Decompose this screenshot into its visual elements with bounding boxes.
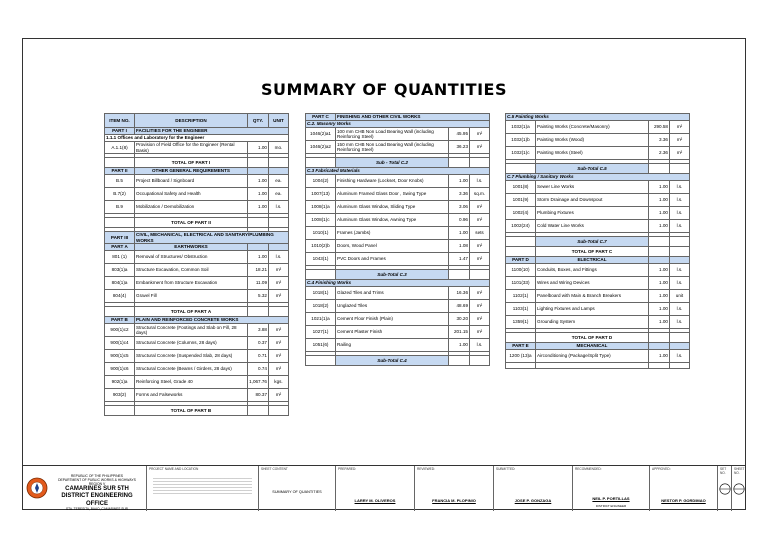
table-row: 902(1)a Reinforcing Steel, Grade 40 1,067.76 kgs.	[105, 376, 289, 389]
table-row: 1010(2)b Doors, Wood Panel 1.08 m²	[306, 240, 490, 253]
total-row: TOTAL OF PART A	[135, 307, 248, 317]
section-heading: C.4 Finishing Works	[306, 280, 490, 287]
col-unit: UNIT	[269, 114, 289, 128]
table-row: 1102(1) Panelboard with Main & Branch Breakers 1.00 unit	[506, 290, 690, 303]
subtotal-row: Sub-Total C.3	[336, 270, 449, 280]
submitted-name: JOSE P. GONZAGA	[514, 498, 552, 503]
table-row: 1001(9) Storm Drainage and Downspout 1.00 l.s.	[506, 194, 690, 207]
table-row: 1046(2)a1 100 mm CHB Non Load Bearing Wall (including Reinforcing Steel) 45.95 m²	[306, 128, 490, 141]
dpwh-seal-icon	[26, 477, 48, 499]
prepared-cell: PREPARED: LARRY M. OLIVEROS	[336, 466, 415, 511]
table-row: 1046(2)a2 150 mm CHB Non Load Bearing Wall (including Reinforcing Steel) 36.23 m²	[306, 141, 490, 154]
table-row: 900(1)c5 Structural Concrete (Suspended Slab, 28 days) 0.71 m³	[105, 350, 289, 363]
table-row: 1002(24) Cold Water Line Works 1.00 l.s.	[506, 220, 690, 233]
table-row: B.5 Project Billboard / Signboard 1.00 ea.	[105, 175, 289, 188]
page-title: SUMMARY OF QUANTITIES	[260, 80, 507, 99]
quantities-table-3: C.5 Painting Works 1032(1)a Painting Works (Concrete/Masonry) 290.58 m² 1032(1)b Painting Works (Wood) 3.36 m² 1032(1)c Painting Works (Steel) 2.36 m² Sub-Total C.5 C.7 Plumbing / Sanitary Works 1001(8) Sewer Line Works 1.00 l.s. 1001(9) Storm Drainage and Downspout 1.00 l.s. 1002(4) Plumbing Fixtures 1.00 l.s. 1002(24) Cold Water Line Works 1.00 l.s. Sub-Total C.7 TOTAL OF PART C PART D ELECTRICAL 1100(10) Conduits, Boxes, and Fittings 1.00 l.s. 1101(33) Wires and Wiring Devices 1.00 l.s. 1102(1) Panelboard with Main & Branch Breakers 1.00 unit 1103(1) Lighting Fixtures and Lamps 1.00 l.s. 1359(1) Grounding System 1.00 l.s. TOTAL OF PART D PART E MECHANICAL 1200 (13)a Airconditioning (Package/Split Type) 1.00 l.s.	[505, 113, 690, 369]
table-row: 801 (1) Removal of Structures/ Obstruction 1.00 l.s.	[105, 251, 289, 264]
title-block	[22, 465, 746, 511]
section-heading: C.2. Masonry Works	[306, 121, 490, 128]
section-heading: C.5 Painting Works	[506, 114, 690, 121]
col-item-no: ITEM NO.	[105, 114, 135, 128]
section-heading: C.3 Fabricated Materials	[306, 168, 490, 175]
table-row: 1103(1) Lighting Fixtures and Lamps 1.00 l.s.	[506, 303, 690, 316]
section-heading: 1.1.1 Offices and Laboratory for the Engineer	[105, 135, 289, 142]
total-row: TOTAL OF PART I	[135, 158, 248, 168]
table-row: B.9 Mobilization / Demobilization 1.00 l.s.	[105, 201, 289, 214]
table-row: 1027(1) Cement Plaster Finish 201.15 m²	[306, 326, 490, 339]
table-row: B.7(2) Occupational Safety and Health 1.00 ea.	[105, 188, 289, 201]
table-row: 1032(1)c Painting Works (Steel) 2.36 m²	[506, 147, 690, 160]
table-row: 1018(2) Unglazed Tiles 48.69 m²	[306, 300, 490, 313]
sheet-no-cell: SHEET NO.	[732, 466, 746, 511]
table-row: 1008(1)c Aluminum Glass Window, Awning Type 0.96 m²	[306, 214, 490, 227]
total-row: TOTAL OF PART II	[135, 218, 248, 228]
approved-cell: APPROVED: NESTOR P. GORDIMAO	[650, 466, 718, 511]
set-no-circle-icon	[719, 483, 731, 495]
quantities-table-1: ITEM NO. DESCRIPTION QTY. UNIT PART I FACILITIES FOR THE ENGINEER 1.1.1 Offices and Laboratory for the Engineer A.1.1(8) Provision of Field Office for the Engineer (Rental Basis) 1.00 mo. TOTAL OF PART I PART II OTHER GENERAL REQUIREMENTS B.5 Project Billboard / Signboard 1.00 ea. B.7(2) Occupational Safety and Health 1.00 ea. B.9 Mobilization / Demobilization 1.00 l.s. TOTAL OF PART II PART III CIVIL, MECHANICAL, ELECTRICAL AND SANITARY/PLUMBING WORKS PART A EARTHWORKS 801 (1) Removal of Structures/ Obstruction 1.00 l.s. 803(1)a Structure Excavation, Common Soil 18.21 m³ 804(1)a Embankment from Structure Excavation 11.09 m³ 804(4) Gravel Fill 5.32 m³ TOTAL OF PART A PART B PLAIN AND REINFORCED CONCRETE WORKS 900(1)c2 Structural Concrete (Footings and Slab on Fill, 28 days) 3.88 m³ 900(1)c4 Structural Concrete (Columns, 28 days) 0.37 m³ 900(1)c5 Structural Concrete (Suspended Slab, 28 days) 0.71 m³ 900(1)c6 Structural Concrete (Beams / Girders, 28 days) 0.74 m³ 902(1)a Reinforcing Steel, Grade 40 1,067.76 kgs. 903(2) Forms and Falseworks 80.37 m² TOTAL OF PART B	[104, 113, 289, 416]
office-name: CAMARINES SUR 5TH	[65, 486, 129, 493]
reviewed-cell: REVIEWED: FRANCIA M. PLOPINIO	[415, 466, 494, 511]
project-cell: PROJECT NAME AND LOCATION	[147, 466, 259, 511]
table-row: 1018(1) Glazed Tiles and Trims 16.36 m²	[306, 287, 490, 300]
table-row: 803(1)a Structure Excavation, Common Soil 18.21 m³	[105, 264, 289, 277]
part-label: PART I	[105, 128, 135, 135]
total-row: TOTAL OF PART C	[536, 247, 649, 257]
table-row: 900(1)c6 Structural Concrete (Beams / Girders, 28 days) 0.74 m³	[105, 363, 289, 376]
table-row: 1100(10) Conduits, Boxes, and Fittings 1.00 l.s.	[506, 264, 690, 277]
submitted-cell: SUBMITTED: JOSE P. GONZAGA	[494, 466, 573, 511]
table-row: 1032(1)b Painting Works (Wood) 3.36 m²	[506, 134, 690, 147]
table-row: 1051(6) Railing 1.00 l.s.	[306, 339, 490, 352]
table-row: 1008(1)a Aluminum Glass Window, Sliding Type 3.06 m²	[306, 201, 490, 214]
table-row: 903(2) Forms and Falseworks 80.37 m²	[105, 389, 289, 402]
recommended-name: NEIL P. PORTILLAS	[592, 496, 630, 501]
table-row: 1001(8) Sewer Line Works 1.00 l.s.	[506, 181, 690, 194]
table-row: 900(1)c2 Structural Concrete (Footings and Slab on Fill, 28 days) 3.88 m³	[105, 324, 289, 337]
office-cell: REPUBLIC OF THE PHILIPPINES DEPARTMENT OF PUBLIC WORKS & HIGHWAYS REGION V CAMARINES SUR 5TH DISTRICT ENGINEERING OFFICE STA. TERESITA, BAAO, CAMARINES SUR	[22, 466, 147, 511]
approved-name: NESTOR P. GORDIMAO	[661, 498, 706, 503]
table-row: 1021(1)a Cement Floor Finish (Plain) 30.20 m²	[306, 313, 490, 326]
table-row: A.1.1(8) Provision of Field Office for the Engineer (Rental Basis) 1.00 mo.	[105, 142, 289, 154]
table-row: 1004(2) Finishing Hardware (Lockset, Door Knobs) 1.00 l.s.	[306, 175, 490, 188]
table-row: 804(4) Gravel Fill 5.32 m³	[105, 290, 289, 303]
table-row: 1043(1) PVC Doors and Frames 1.47 m²	[306, 253, 490, 266]
col-qty: QTY.	[248, 114, 269, 128]
set-no-cell: SET NO.	[718, 466, 732, 511]
table-row: 804(1)a Embankment from Structure Excavation 11.09 m³	[105, 277, 289, 290]
part-title: FACILITIES FOR THE ENGINEER	[135, 128, 289, 135]
sheet-content-cell: SHEET CONTENT SUMMARY OF QUANTITIES	[259, 466, 336, 511]
section-heading: C.7 Plumbing / Sanitary Works	[506, 174, 690, 181]
table-row: 1101(33) Wires and Wiring Devices 1.00 l.s.	[506, 277, 690, 290]
recommended-cell: RECOMMENDED: NEIL P. PORTILLAS DISTRICT ENGINEER	[573, 466, 650, 511]
table-row: 1032(1)a Painting Works (Concrete/Masonry) 290.58 m²	[506, 121, 690, 134]
subtotal-row: Sub - Total C.2	[336, 158, 449, 168]
reviewed-name: FRANCIA M. PLOPINIO	[432, 498, 476, 503]
subtotal-row: Sub-Total C.4	[336, 356, 449, 366]
quantities-table-2: PART C FINISHING AND OTHER CIVIL WORKS C.2. Masonry Works 1046(2)a1 100 mm CHB Non Load Bearing Wall (including Reinforcing Steel) 45.95 m² 1046(2)a2 150 mm CHB Non Load Bearing Wall (including Reinforcing Steel) 36.23 m² Sub - Total C.2 C.3 Fabricated Materials 1004(2) Finishing Hardware (Lockset, Door Knobs) 1.00 l.s. 1007(13) Aluminum Framed Glass Door , Swing Type 3.36 sq.m. 1008(1)a Aluminum Glass Window, Sliding Type 3.06 m² 1008(1)c Aluminum Glass Window, Awning Type 0.96 m² 1010(1) Frames (Jambs) 1.00 sets 1010(2)b Doors, Wood Panel 1.08 m² 1043(1) PVC Doors and Frames 1.47 m² Sub-Total C.3 C.4 Finishing Works 1018(1) Glazed Tiles and Trims 16.36 m² 1018(2) Unglazed Tiles 48.69 m² 1021(1)a Cement Floor Finish (Plain) 30.20 m² 1027(1) Cement Plaster Finish 201.15 m² 1051(6) Railing 1.00 l.s. Sub-Total C.4	[305, 113, 490, 366]
total-row: TOTAL OF PART B	[135, 406, 248, 416]
table-row: 900(1)c4 Structural Concrete (Columns, 28 days) 0.37 m³	[105, 337, 289, 350]
subtotal-row: Sub-Total C.5	[536, 164, 649, 174]
total-row: TOTAL OF PART D	[536, 333, 649, 343]
table-row: 1200 (13)a Airconditioning (Package/Split Type) 1.00 l.s.	[506, 350, 690, 363]
table-row: 1359(1) Grounding System 1.00 l.s.	[506, 316, 690, 329]
table-row: 1010(1) Frames (Jambs) 1.00 sets	[306, 227, 490, 240]
table-row: 1007(13) Aluminum Framed Glass Door , Swing Type 3.36 sq.m.	[306, 188, 490, 201]
subtotal-row: Sub-Total C.7	[536, 237, 649, 247]
col-description: DESCRIPTION	[135, 114, 248, 128]
sheet-no-circle-icon	[733, 483, 745, 495]
table-row: 1002(4) Plumbing Fixtures 1.00 l.s.	[506, 207, 690, 220]
prepared-name: LARRY M. OLIVEROS	[354, 498, 396, 503]
